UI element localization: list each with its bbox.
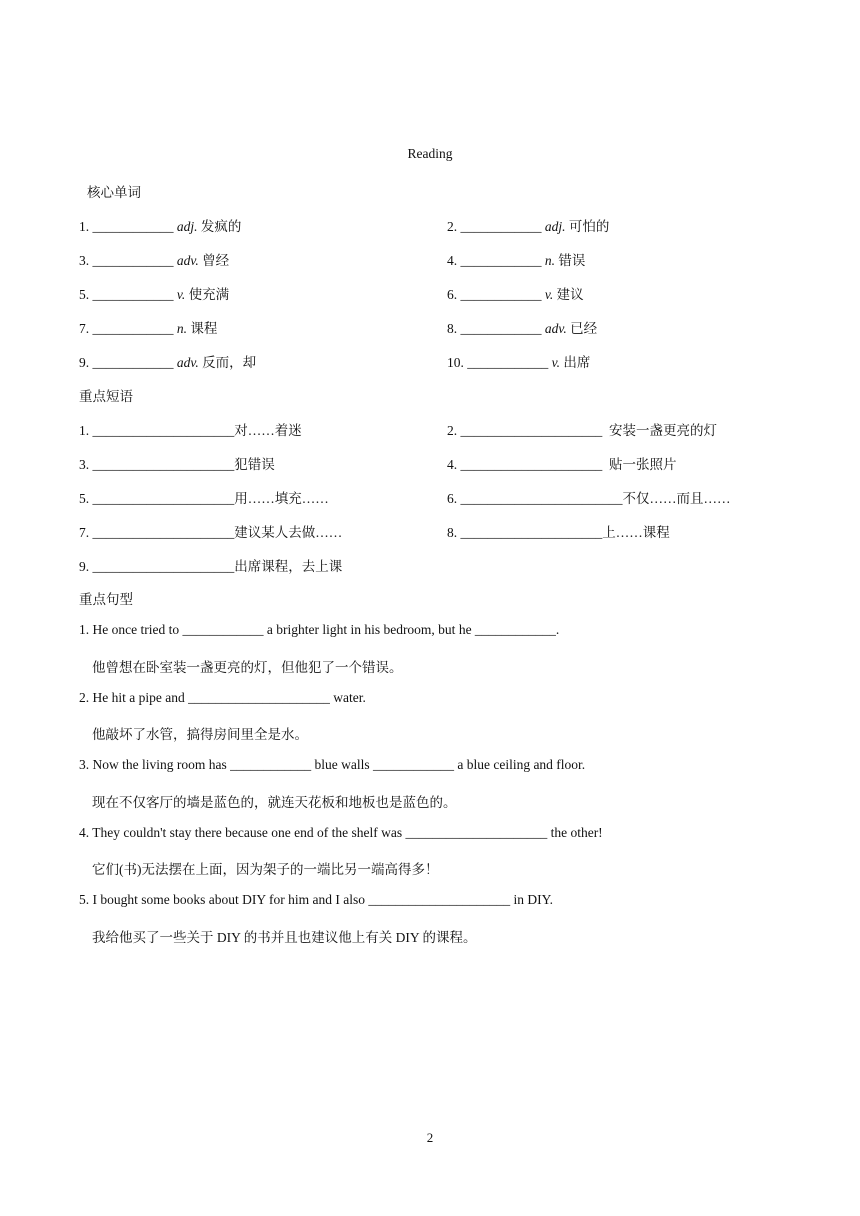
sentence-4-chinese: 它们(书)无法摆在上面，因为架子的一端比另一端高得多！ xyxy=(92,862,439,877)
vocab-item-5: 5. ____________ v. 使充满 xyxy=(79,287,230,302)
vocab-item-4: 4. ____________ n. 错误 xyxy=(447,253,586,268)
vocab-item-8: 8. ____________ adv. 已经 xyxy=(447,321,598,336)
sentence-1-english: 1. He once tried to ____________ a brighter light in his bedroom, but he ____________. xyxy=(79,622,560,637)
sentence-3-chinese: 现在不仅客厅的墙是蓝色的，就连天花板和地板也是蓝色的。 xyxy=(92,795,457,810)
phrase-item-2: 2. _____________________ 安装一盏更亮的灯 xyxy=(447,423,717,438)
sentence-2-chinese: 他敲坏了水管，搞得房间里全是水。 xyxy=(92,727,308,742)
phrase-item-8: 8. _____________________上……课程 xyxy=(447,525,670,540)
page-title: Reading xyxy=(407,146,453,161)
vocab-item-3: 3. ____________ adv. 曾经 xyxy=(79,253,230,268)
phrase-item-9: 9. _____________________出席课程，去上课 xyxy=(79,559,343,574)
phrase-item-1: 1. _____________________对……着迷 xyxy=(79,423,302,438)
page-number: 2 xyxy=(426,1130,434,1145)
sentence-3-english: 3. Now the living room has ____________ blue walls ____________ a blue ceiling and floor. xyxy=(79,757,586,772)
phrase-item-6: 6. ________________________不仅……而且…… xyxy=(447,491,731,506)
section-heading-sentences: 重点句型 xyxy=(79,592,133,607)
vocab-item-10: 10. ____________ v. 出席 xyxy=(447,355,591,370)
phrase-item-5: 5. _____________________用……填充…… xyxy=(79,491,329,506)
sentence-5-english: 5. I bought some books about DIY for him and I also _____________________ in DIY. xyxy=(79,892,553,907)
phrase-item-7: 7. _____________________建议某人去做…… xyxy=(79,525,343,540)
vocab-item-1: 1. ____________ adj. 发疯的 xyxy=(79,219,242,234)
sentence-4-english: 4. They couldn't stay there because one end of the shelf was _____________________ the other! xyxy=(79,825,603,840)
phrase-item-3: 3. _____________________犯错误 xyxy=(79,457,275,472)
vocab-item-2: 2. ____________ adj. 可怕的 xyxy=(447,219,610,234)
sentence-2-english: 2. He hit a pipe and _____________________ water. xyxy=(79,690,366,705)
section-heading-vocab: 核心单词 xyxy=(87,185,141,200)
vocab-item-7: 7. ____________ n. 课程 xyxy=(79,321,218,336)
sentence-1-chinese: 他曾想在卧室装一盏更亮的灯，但他犯了一个错误。 xyxy=(92,660,403,675)
vocab-item-6: 6. ____________ v. 建议 xyxy=(447,287,584,302)
vocab-item-9: 9. ____________ adv. 反而，却 xyxy=(79,355,257,370)
section-heading-phrases: 重点短语 xyxy=(79,389,133,404)
phrase-item-4: 4. _____________________ 贴一张照片 xyxy=(447,457,677,472)
sentence-5-chinese: 我给他买了一些关于 DIY 的书并且也建议他上有关 DIY 的课程。 xyxy=(92,930,477,945)
